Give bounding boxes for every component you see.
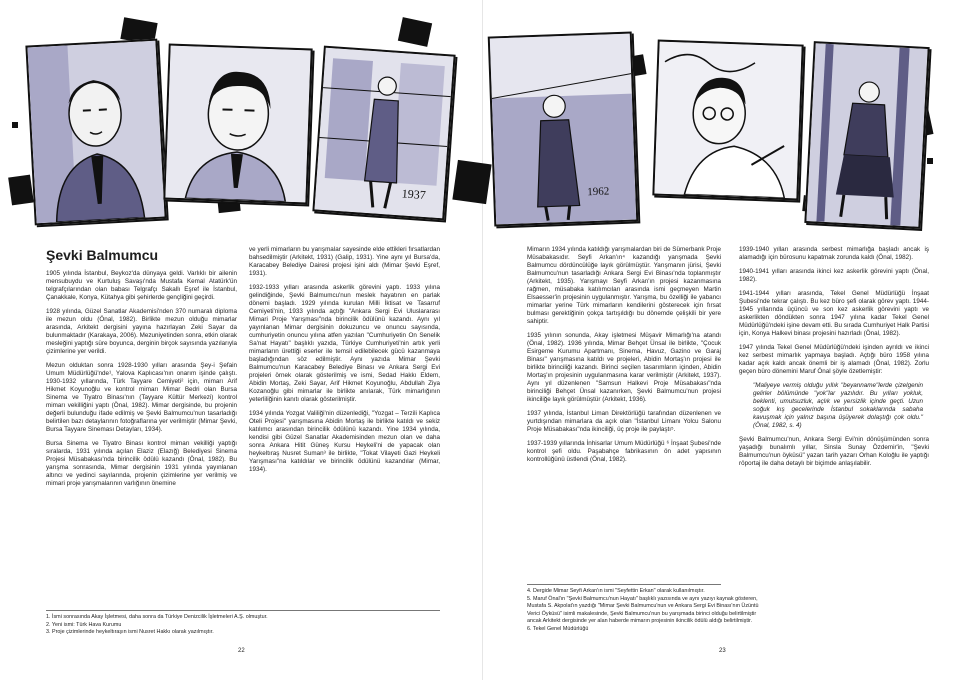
paragraph: Bursa Sinema ve Tiyatro Binası kontrol mimarı vekilliği yaptığı sıralarda, 1931 yılında açılan Elaziz (Elazığ) Belediyesi Sinema Projesi Müsabakası'nda birincilik ödülü kazandı (Önal, 1982). Bu yarışma sonrasında, Mimar dergisinin 1931 yılında yayınlanan altıncı ve yedinci sayılarında, projenin çizimlerine yer verilmiş ve mimari proje yarışmalarının varlığının önemine	[46, 440, 237, 487]
footnote: Verici Öyküsü" isimli makalesinde, Şevki Balmumcu'nun bu yarışmada birinci olduğu belirtilmiştir	[527, 610, 757, 617]
svg-text:1962: 1962	[587, 185, 610, 199]
article-title: Şevki Balmumcu	[46, 247, 159, 263]
black-decor-square	[398, 17, 432, 47]
paragraph: 1928 yılında, Güzel Sanatlar Akademisi'nden 370 numaralı diploma ile mezun oldu (Önal, 1982). Birlikte mezun olduğu mimarlar arasında, Arkitekt dergisini yayına hazırlayan Zeki Sayar da bulunmaktadır (Karakaya, 2006). Mezuniyetinden sonra, etkin olarak mesleğini yaptığı süre boyunca, derginin birçok sayısında yazılarıyla çizimlerine yer verildi.	[46, 308, 237, 355]
seated-man-illustration	[804, 41, 929, 229]
portrait-illustration-2	[163, 44, 312, 205]
footnote: 1. İsmi sonrasında Akay İşletmesi, daha sonra da Türkiye Denizcilik İşletmeleri A.Ş. olmuştur.	[46, 614, 268, 620]
black-decor-square	[12, 122, 18, 128]
paragraph: 1905 yılında İstanbul, Beykoz'da dünyaya geldi. Varlıklı bir ailenin mensubuydu ve Kurtuluş Savaşı'nda Mustafa Kemal Atatürk'ün telgrafçılarından olan babası Telgrafçı Sakallı Eşref ile İstanbul, Çanakkale, Konya, Kütahya gibi şehirlerde gençliğini geçirdi.	[46, 270, 237, 301]
paragraph: Mezun olduktan sonra 1928-1930 yılları arasında Şey-i Şefain Umum Müdürlüğü'nde¹, Yalova Kaplıcası'nın onarım işinde çalıştı. 1930-1932 yıllarında, Türk Tayyare Cemiyeti² için, mimarı Arif Hikmet Koyunoğlu ve kontrol mimarı Mimar Bedri olan Bursa Sinema ve Tiyatro Binası'nın (Tayyare Kültür Merkezi) kontrol mimarı vekilliğini yaptı (Önal, 1982). Mimar dergisinde, bu projenin değerli bulunduğu ifade edilmiş ve Şevki Balmumcu'nun tasarladığı belirtilen bazı detaylarının fotoğraflarına yer verilmiştir (Mimar Şevki, Bursa Tayyare Sineması Detayları, 1934).	[46, 362, 237, 433]
paragraph: 1940-1941 yılları arasında ikinci kez askerlik görevini yaptı (Önal, 1982).	[739, 268, 929, 283]
illustration-strip-left	[0, 16, 482, 236]
svg-text:1937: 1937	[401, 186, 427, 203]
footnote: Mustafa S. Akpolat'ın yazdığı "Mimar Şevki Balmumcu'nun ve Ankara Sergi Evi Binası'nın Üzüntü	[527, 603, 759, 610]
paragraph: Mimarın 1934 yılında katıldığı yarışmalardan biri de Sümerbank Proje Müsabakasıdır. Seyfi Arkan'ın⁴ kazandığı yarışmada Şevki Balmumcu dördüncülüğe layık görülmüştür. Yarışmanın jürisi, Şevki Balmumcu'nun tasarladığı Ankara Sergi Evi Binası'nda toplanmıştır (Arkitekt, 1935). Yarışmayı Seyfi Arkan'ın projesi kazanmasına rağmen, müsabaka katılımcıları arasında ismi geçmeyen Martin Elsaesser'in projesinin uygulanmıştır. Yarışma, bu özelliği ile yabancı mimarlar yerine Türk mimarların kendilerini gösterecek için fırsat bulması gerektiğinin çokça tartışıldığı bu dönemde çelişkili bir yere sahiptir.	[527, 246, 721, 325]
left-page-column-2	[249, 246, 440, 480]
paragraph: 1935 yılının sonunda, Akay işletmesi Müşavir Mimarlığı'na atandı (Önal, 1982). 1936 yılında, Mimar Behçet Ünsal ile birlikte, "Çocuk Esirgeme Kurumu Apartmanı, Sinema, Havuz, Gazino ve Garaj Binası" yarışmasına katıldı ve projeleri, Abidin Mortaş'ın projesi ile birlikte birinciliği kazandı. Birinci seçilen tasarımların içinden, Abidin Mortaş'ın projesinin uygulanmasına karar verilmiştir (Arkitekt, 1937). Aynı yıl düzenlenen "Samsun Halkevi Proje Müsabakası"nda birinciliği Behçet Ünsal kazanırken, Şevki Balmumcu'nun projesi ikinciliğe layık görülmüştür (Arkitekt, 1936).	[527, 332, 721, 403]
footnote: ancak Arkitekt dergisinde yer alan haberde mimarın projesinin ikincilik ödülü aldığı belirtilmiştir.	[527, 618, 753, 625]
paragraph: 1934 yılında Yozgat Valiliği'nin düzenlediği, "Yozgat – Terzili Kaplıca Oteli Projesi" yarışmasına Abidin Mortaş ile birlikte katıldı ve sekiz katılımcı arasından birincilik ödülünü kazandı. Yine 1934 yılında, kendisi gibi Güzel Sanatlar Akademisinden mezun olan ve daha sonra Ankara Hitit Güneş Kursu Heykeli'ni de yapacak olan heykeltıraş Nusret Suman³ ile birlikte, "Tokat Vilayeti Gazi Heykeli Yarışması"na katıldılar ve birincilik ödülünü kazandılar (Mimar, 1934).	[249, 410, 440, 473]
footnote: 6. Tekel Genel Müdürlüğü	[527, 625, 589, 632]
left-footnotes	[46, 614, 440, 637]
paragraph: 1937-1939 yıllarında İnhisarlar Umum Müdürlüğü ⁶ İnşaat Şubesi'nde kontrol şefi oldu. Paşabahçe fabrikasının ön adet yapısının kontrollüğünü üstlendi (Önal, 1982).	[527, 440, 721, 463]
left-page-column-1	[46, 270, 237, 494]
right-footnotes	[527, 588, 907, 634]
right-page-column-1	[527, 246, 721, 470]
block-quote: "Maliyeye vermiş olduğu yıllık "beyanname"lerde çizelgenin gelirler bölümünde "yok"lar yazılıdır. Bu yılları yokluk, beklenti, umutsuzluk, açlık ve yersizlik içinde geçti. Uzun soğuk kış gecelerinde İstanbul sokaklarında sabaha kavuşmak için yalnız başına üşüyerek dolaştığı çok oldu." (Önal, 1982, s. 4)	[753, 382, 923, 429]
standing-figure-illustration	[312, 46, 455, 221]
footnote: 5. Maruf Önal'ın "Şevki Balmumcu'nun Hayatı" başlıklı yazısında ve aynı yazıyı kaynak gösteren,	[527, 595, 758, 602]
footnote: 3. Proje çizimlerinde heykeltıraşın ismi Nusret Hakkı olarak yazılmıştır.	[46, 629, 214, 636]
page-number: 23	[719, 648, 726, 654]
footnote: 4. Dergide Mimar Seyfi Arkan'ın ismi "Seyfettin Erkan" olarak kullanılmıştır.	[527, 588, 705, 594]
right-page	[482, 0, 964, 680]
black-decor-square	[8, 175, 34, 206]
paragraph: ve yerli mimarların bu yarışmalar sayesinde elde ettikleri fırsatlardan bahsedilmiştir (Arkitekt, 1931) (Galip, 1931). Yine aynı yıl Bursa'da, Karacabey Belediye Dairesi projesi işini aldı (Mimar Şevki Eşref, 1931).	[249, 246, 440, 277]
paragraph: 1939-1940 yılları arasında serbest mimarlığa başladı ancak iş alamadığı için bürosunu kapatmak zorunda kaldı (Önal, 1982).	[739, 246, 929, 261]
paragraph: 1932-1933 yılları arasında askerlik görevini yaptı. 1933 yılına gelindiğinde, Şevki Balmumcu'nun meslek hayatının en parlak dönemi başladı. 1929 yılında kurulan Milli İktisat ve Tasarruf Cemiyeti'nin, 1933 yılında açtığı "Ankara Sergi Evi Uluslararası Mimari Proje Yarışması"nda birincilik ödülünü kazandı. Aynı yıl yayınlanan Mimar dergisinin dokuzuncu ve onuncu sayısında, cumhuriyetin onuncu yılına atfen yazılan "Cumhuriyetin On Senelik Sa'nat Hayatı" başlıklı yazıda, Türkiye Cumhuriyeti'nin artık yerli mimarların ürettiği eserler ile temsil edilebilecek gücü kazanmaya başladığından söz edilmiştir. Aynı yazıda Mimar Şevki Balmumcu'nun Karacabey Belediye Binası ve Ankara Sergi Evi projeleri örnek olarak gösterilmiş ve ismi, Sedad Hakkı Eldem, Abidin Mortaş, Zeki Sayar, Arif Hikmet Koyunoğlu, Abdullah Ziya Kozanoğlu gibi mimarlar ile birlikte anılarak, Türk mimarlığının yeterliliğinin kanıtı olarak gösterilmiştir.	[249, 284, 440, 403]
portrait-illustration-1	[25, 39, 166, 226]
paragraph: 1941-1944 yılları arasında, Tekel Genel Müdürlüğü İnşaat Şubesi'nde tekrar çalıştı. Bu kez büro şefi olarak görev yaptı. 1944-1945 yıllarında üçüncü ve son kez askerlik görevini yaptı ve askerlikten döndükten sonra 1947 yılına kadar Tekel Genel Müdürlüğü'ndeki işine devam etti. Bu sırada Cumhuriyet Halk Partisi için, Konya Halkevi binası projesini hazırladı (Önal, 1982).	[739, 290, 929, 337]
paragraph: Şevki Balmumcu'nun, Ankara Sergi Evi'nin dönüşümünden sonra yaşadığı bunalımlı yıllar, Sinsla Sunay Özdemir'in, "Şevki Balmumcu'nun öyküsü" yazan tarih yazarı Orhan Koloğlu ile yaptığı röportaj ile daha detaylı bir biçimde anlaşılabilir.	[739, 436, 929, 467]
illustration-strip-right	[483, 16, 964, 236]
paragraph: 1947 yılında Tekel Genel Müdürlüğü'ndeki işinden ayrıldı ve ikinci kez serbest mimarlık yapmaya başladı. Açtığı büro 1958 yılına kadar açık kaldı ancak önemli bir iş alamadı (Önal, 1982). Zorlu geçen büro dönemini Maruf Önal şöyle özetlemiştir:	[739, 344, 929, 375]
right-page-column-2	[739, 246, 929, 474]
footnote: 2. Yeni ismi: Türk Hava Kurumu	[46, 621, 122, 628]
footnote-divider	[46, 610, 440, 611]
footnote-divider	[527, 584, 721, 585]
paragraph: 1937 yılında, İstanbul Liman Direktörlüğü tarafından düzenlenen ve yurtdışından mimarlara da açık olan "İstanbul Limanı Yolcu Salonu Proje Müsabakası"nda ikinciliği, üç proje ile paylaştı⁵.	[527, 410, 721, 433]
page-number: 22	[238, 648, 245, 654]
old-man-illustration	[488, 32, 639, 227]
black-decor-square	[452, 160, 491, 204]
black-decor-square	[927, 158, 933, 164]
man-with-glasses-illustration	[652, 39, 803, 200]
